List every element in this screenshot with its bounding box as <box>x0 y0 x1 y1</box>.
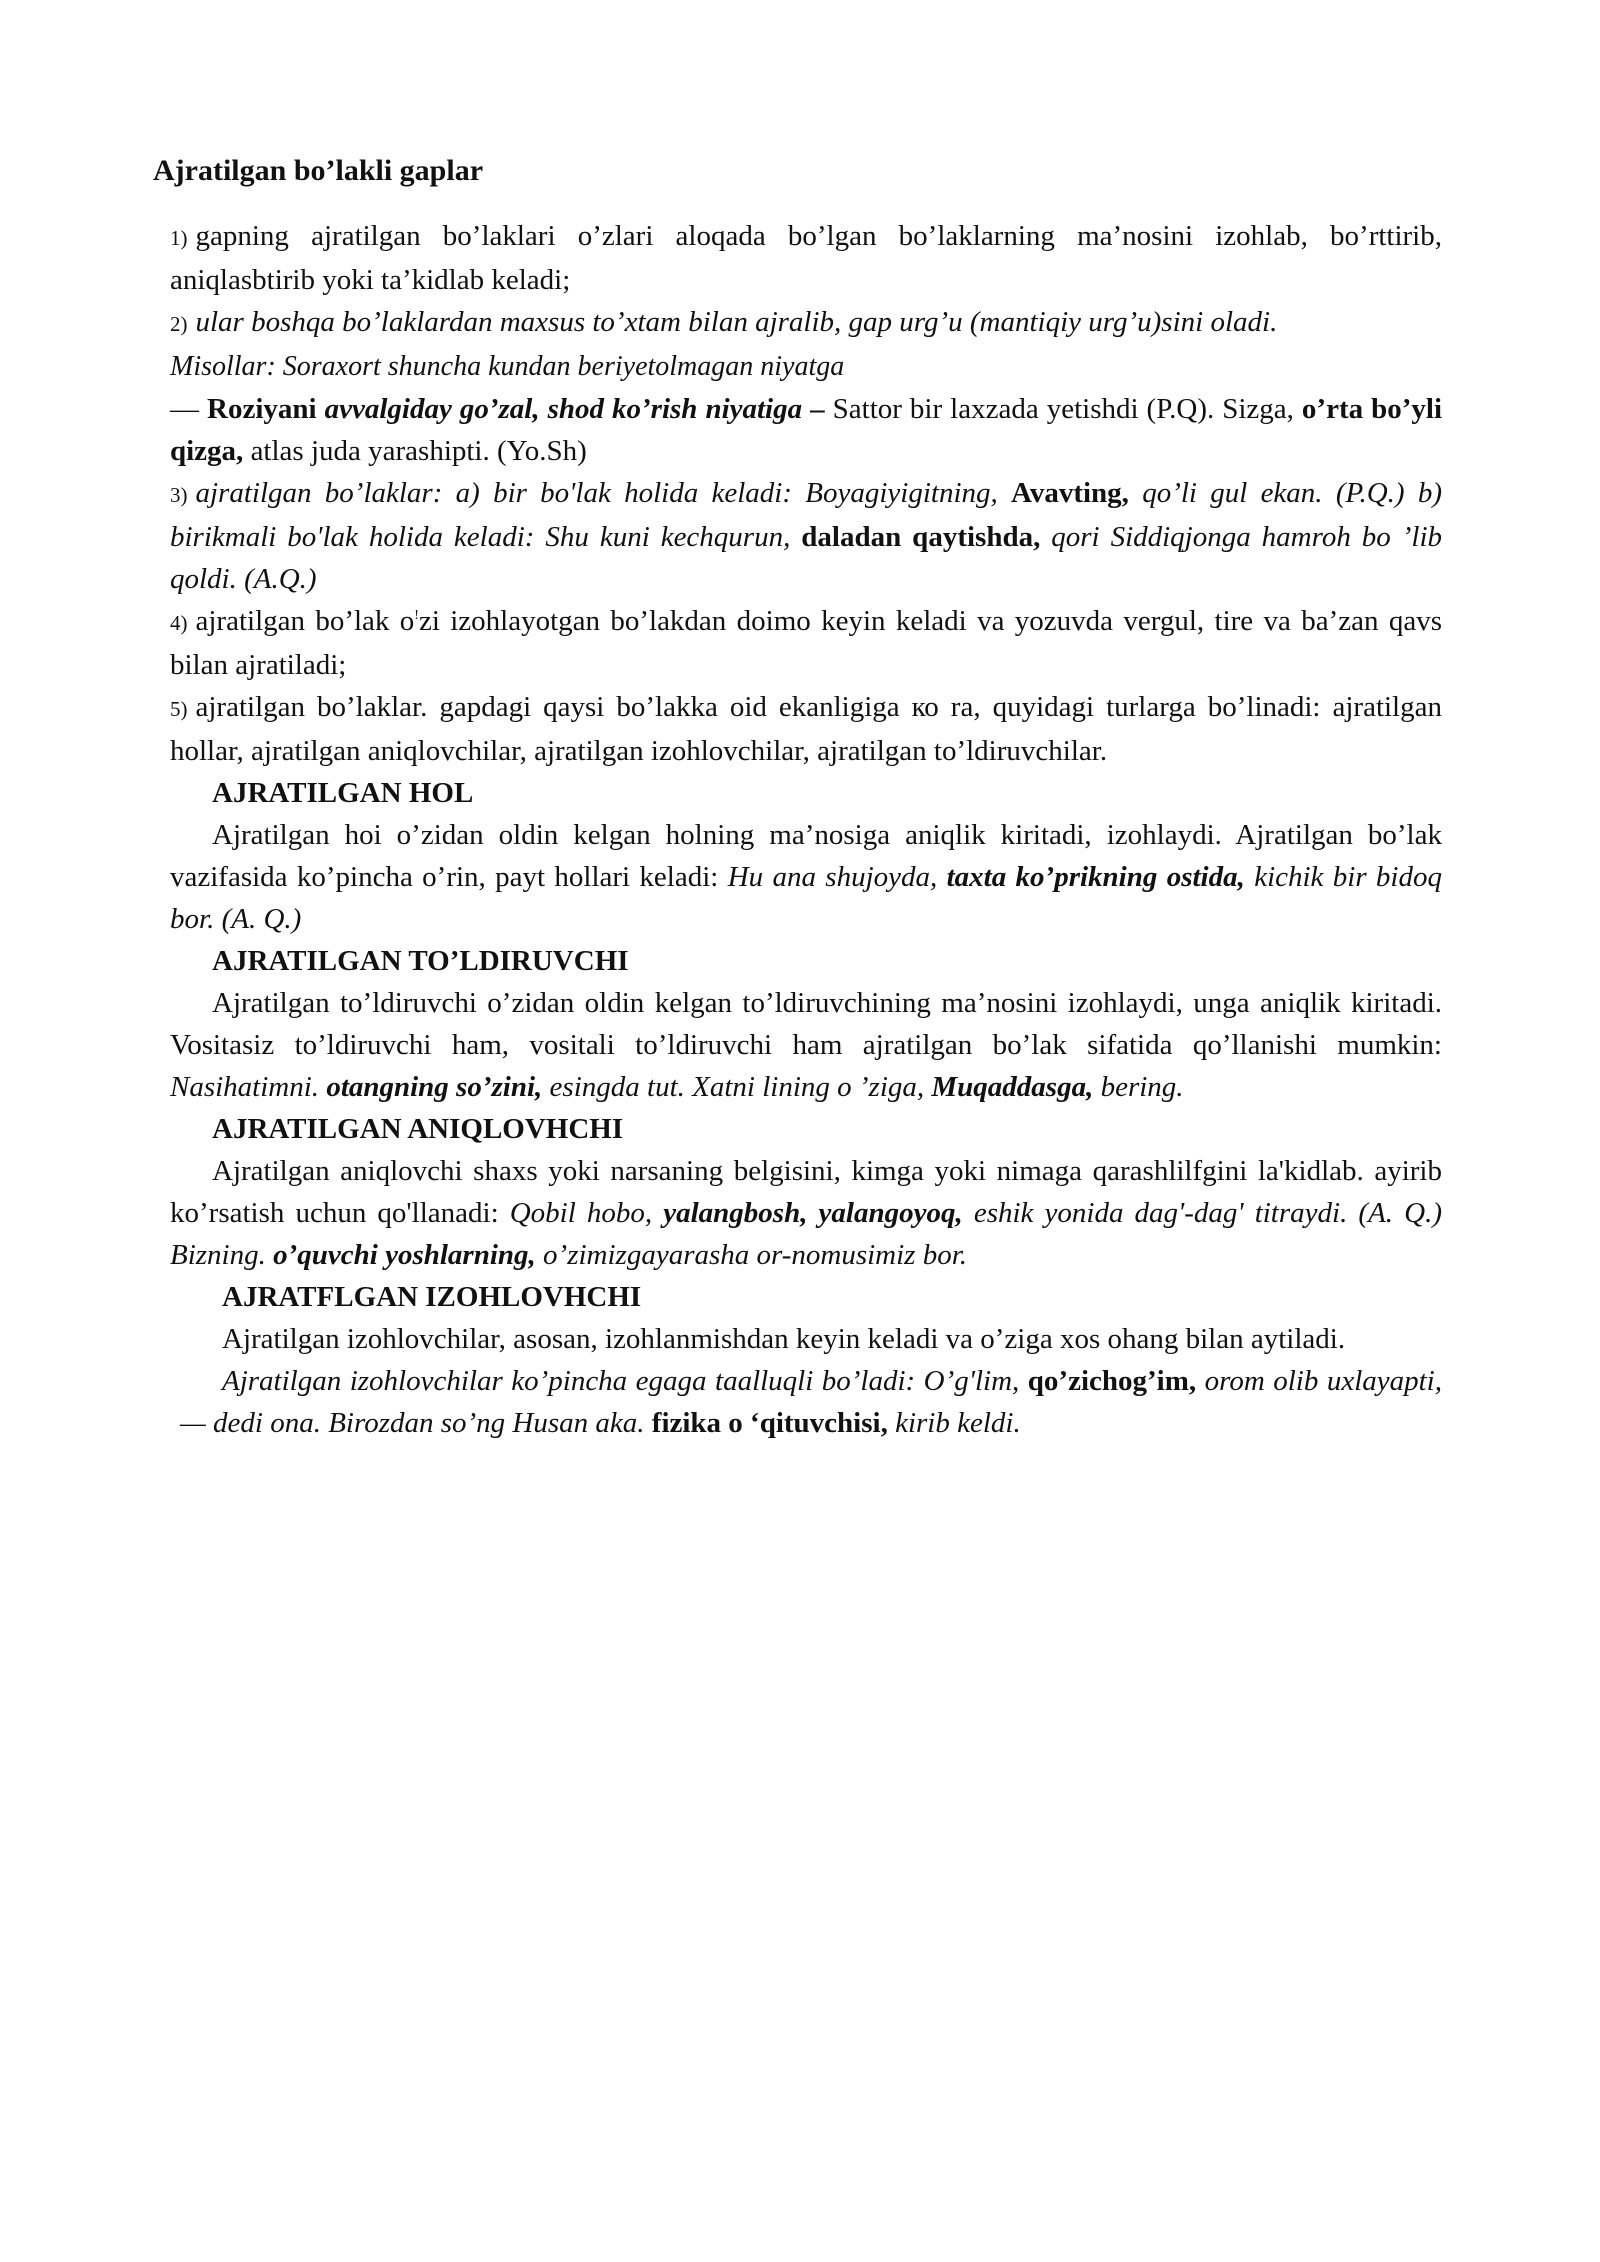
example-italic: orom olib uxlayapti, — dedi ona. Birozdan so’ng Husan aka. <box>180 1365 1442 1439</box>
dash: — <box>170 393 208 425</box>
example-italic: o’zimizgayarasha or-nomusimiz bor. <box>535 1239 968 1271</box>
example-italic: esingda tut. Xatni lining o ’ziga, <box>542 1071 932 1103</box>
example-bold: daladan qaytishda, <box>801 521 1041 553</box>
example-italic: Hu ana shujoyda, <box>727 861 947 893</box>
list-text: zi izohlayotgan bo’lakdan doimo keyin keladi va yozuvda vergul, tire va ba’zan qavs bilan ajratiladi; <box>170 605 1442 681</box>
example-bold-italic: otangning so’zini, <box>326 1071 543 1103</box>
example-text: atlas juda yarashipti. (Yo.Sh) <box>243 435 587 467</box>
list-text: gapning ajratilgan bo’laklari o’zlari aloqada bo’lgan bo’laklarning ma’nosini izohlab, bo’rttirib, aniqlasbtirib yoki ta’kidlab keladi; <box>170 220 1442 296</box>
dash: – <box>802 393 833 425</box>
section-heading-hol: AJRATILGAN HOL <box>212 777 474 809</box>
list-text: ular boshqa bo’laklardan maxsus to’xtam bilan ajralib, gap urg’u (mantiqiy urg’u)sini oladi. <box>195 306 1278 338</box>
example-bold-italic: avvalgiday go’zal, shod ko’rish niyatiga <box>324 393 803 425</box>
list-number: 5) <box>170 697 188 721</box>
section-text-hol <box>170 814 1442 940</box>
paragraph-text: Ajratilgan to’ldiruvchi o’zidan oldin kelgan to’ldiruvchining ma’nosini izohlaydi, unga aniqlik kiritadi. Vositasiz to’ldiruvchi ham, vositali to’ldiruvchi ham ajratilgan bo’lak sifatida qo’llanishi mumkin: <box>170 987 1442 1061</box>
list-item-4 <box>170 600 1442 686</box>
example-bold: qo’zichog’im, <box>1027 1365 1197 1397</box>
superscript-mark: ! <box>414 608 419 623</box>
list-text: qori Siddiqjonga hamroh bo ’lib qoldi. (A.Q.) <box>170 521 1442 595</box>
example-italic: kichik bir bidoq bor. (A. Q.) <box>170 861 1442 935</box>
section-text-izohlovchi: Ajratilgan izohlovchilar, asosan, izohlanmishdan keyin keladi va o’ziga xos ohang bilan aytiladi. <box>222 1323 1346 1355</box>
section-text-toldiruvchi <box>170 982 1442 1108</box>
list-text: ajratilgan bo’laklar: a) bir bo'lak holida keladi: Boyagiyigitning, <box>195 477 1012 509</box>
example-italic: eshik yonida dag'-dag' titraydi. (A. Q.) Bizning. <box>170 1197 1442 1271</box>
list-number: 2) <box>170 312 188 336</box>
example-text: Misollar: Soraxort shuncha kundan beriyetolmagan niyatga <box>170 351 845 382</box>
example-italic: bering. <box>1093 1071 1184 1103</box>
example-italic: kirib keldi. <box>887 1407 1021 1439</box>
section-heading-toldiruvchi: AJRATILGAN TO’LDIRUVCHI <box>212 945 629 977</box>
section-izohlovchi <box>170 1276 1442 1444</box>
list-item-3 <box>170 472 1442 600</box>
example-bold-italic: yalangbosh, yalangoyoq, <box>663 1197 963 1229</box>
example-italic: Nasihatimni. <box>170 1071 327 1103</box>
list-text: ajratilgan bo’laklar. gapdagi qaysi bo’lakka oid ekanligiga ко ra, quyidagi turlarga bo’linadi: ajratilgan hollar, ajratilgan aniqlovchilar, ajratilgan izohlovchilar, ajratilgan to’ldiruvchilar. <box>170 691 1442 767</box>
document-body <box>170 215 1442 1444</box>
example-italic: Ajratilgan izohlovchilar ko’pincha egaga taalluqli bo’ladi: O’g'lim, <box>222 1365 1028 1397</box>
paragraph-text: Ajratilgan hoi o’zidan oldin kelgan holning ma’nosiga aniqlik kiritadi, izohlaydi. Ajratilgan bo’lak vazifasida ko’pincha o’rin, payt hollari keladi: <box>170 819 1442 893</box>
section-heading-izohlovchi: AJRATFLGAN IZOHLOVHCHI <box>222 1281 642 1313</box>
document-title: Ajratilgan bo’lakli gaplar <box>153 154 484 187</box>
list-item-2 <box>170 301 1442 472</box>
list-text: ajratilgan bo’lak o <box>195 605 415 637</box>
section-heading-aniqlovchi: AJRATILGAN ANIQLOVHCHI <box>212 1113 624 1145</box>
list-number: 4) <box>170 611 188 635</box>
example-italic: Qobil hobo, <box>509 1197 664 1229</box>
list-number: 3) <box>170 483 188 507</box>
list-item-5 <box>170 686 1442 772</box>
example-bold-italic: Muqaddasga, <box>931 1071 1094 1103</box>
list-number: 1) <box>170 226 188 250</box>
example-text: Sattor bir laxzada yetishdi (P.Q). Sizga, <box>832 393 1302 425</box>
example-bold-italic: taxta ko’prikning ostida, <box>946 861 1245 893</box>
example-bold-italic: o’quvchi yoshlarning, <box>273 1239 536 1271</box>
list-text: qo’li gul ekan. (P.Q.) b) birikmali bo'lak holida keladi: Shu kuni kechqurun, <box>170 477 1442 553</box>
example-bold: Avavting, <box>1011 477 1129 509</box>
paragraph-text: Ajratilgan aniqlovchi shaxs yoki narsaning belgisini, kimga yoki nimaga qarashlilfgini la'kidlab. ayirib ko’rsatish uchun qo'llanadi: <box>170 1155 1442 1229</box>
list-item-1 <box>170 215 1442 301</box>
section-example-izohlovchi <box>180 1360 1442 1444</box>
example-bold: o’rta bo’yli qizga, <box>170 393 1443 467</box>
section-text-aniqlovchi <box>170 1150 1442 1276</box>
example-bold: Roziyani <box>207 393 325 425</box>
example-bold: fizika o ‘qituvchisi, <box>651 1407 888 1439</box>
